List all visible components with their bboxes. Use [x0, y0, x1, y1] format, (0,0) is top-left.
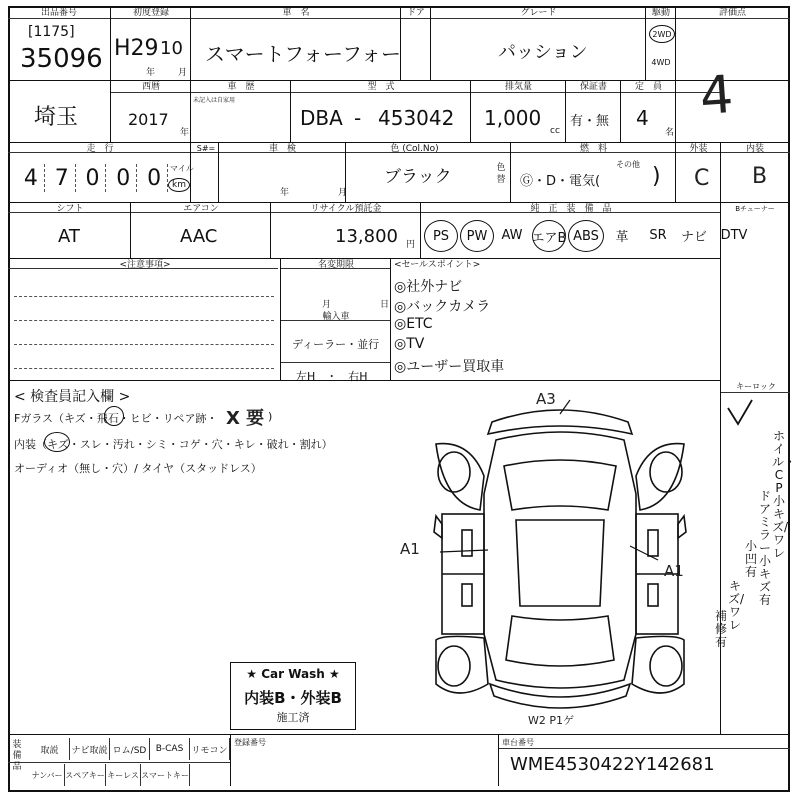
- footer-items-row2: [30, 764, 190, 786]
- model-year-unit: 年: [180, 128, 190, 138]
- shift: AT: [58, 226, 80, 247]
- ac-label: エアコン: [183, 204, 219, 214]
- equipment-list: [420, 214, 790, 258]
- mileage-label: 走 行: [86, 144, 114, 154]
- sales-point: ◎社外ナビ: [394, 279, 463, 295]
- location: 埼玉: [34, 105, 79, 130]
- import-label: 輸入車: [322, 312, 350, 322]
- mileage-digits: [18, 164, 168, 192]
- capacity-label: 定 員: [634, 82, 662, 92]
- footer-item: リモコン: [190, 738, 230, 760]
- inspection-line1: Fガラス（キズ・飛石・ヒビ・リペア跡・: [14, 412, 218, 425]
- name-change-day: 日: [380, 300, 390, 310]
- inspection-month-unit: 月: [338, 188, 348, 198]
- equipment-item: SR: [649, 227, 667, 243]
- drive-4wd: 4WD: [651, 58, 671, 67]
- mileage-digit: 7: [49, 164, 76, 192]
- model-year-label: 西暦: [141, 82, 160, 92]
- inspection-line1-mark: X 要: [226, 408, 265, 429]
- car-name-label: 車 名: [282, 8, 310, 18]
- era-year: H29: [114, 36, 159, 61]
- key-lock-label: キーロック: [736, 382, 776, 391]
- km-circled: km: [168, 178, 190, 192]
- equip-label: 装備品: [12, 740, 22, 772]
- vertical-note: ホイル・CP小キズ/ワレ: [772, 429, 797, 560]
- chassis-no: WME4530422Y142681: [510, 754, 715, 775]
- score: 4: [697, 64, 736, 128]
- year-unit: 年: [146, 68, 156, 78]
- exterior-label: 外装: [689, 144, 708, 154]
- mark-rear: W2 P1ゲ: [528, 714, 575, 727]
- equipment-item: ナビ: [680, 229, 707, 245]
- score-label: 評価点: [718, 8, 746, 18]
- first-reg-label: 初度登録: [132, 8, 169, 18]
- car-name: スマートフォーフォー: [205, 42, 401, 66]
- exterior-grade: C: [694, 166, 710, 191]
- color: ブラック: [384, 167, 452, 187]
- inspection-year-unit: 年: [280, 188, 290, 198]
- car-wash-title: ★ Car Wash ★: [246, 667, 340, 681]
- lot-no: 35096: [20, 44, 103, 74]
- mileage-digit: 0: [80, 164, 107, 192]
- vertical-notes: [714, 429, 797, 730]
- s-label: S#=: [196, 144, 216, 153]
- warranty-label: 保証書: [579, 82, 607, 92]
- fuel-options: Ⓖ・D・電気(: [520, 174, 601, 189]
- chassis-label: 車台番号: [502, 738, 534, 747]
- displacement-label: 排気量: [504, 82, 532, 92]
- fuel-other: その他: [616, 160, 640, 169]
- color-label: 色 (Col.No): [390, 144, 439, 154]
- type-prefix: DBA: [300, 106, 343, 130]
- footer-item: キーレス: [106, 764, 141, 786]
- vertical-note: 小凹有: [744, 539, 757, 579]
- steering-option: 左H ・ 右H: [296, 370, 368, 383]
- footer-item: スマートキー: [141, 764, 190, 786]
- interior-label: 内装: [745, 144, 764, 154]
- vertical-note: キズ/ワレ: [728, 579, 745, 632]
- reg-no-label: 登録番号: [234, 738, 266, 747]
- model-year: 2017: [128, 110, 169, 129]
- mileage-digit: 4: [18, 164, 45, 192]
- footer-item: 取説: [30, 738, 70, 760]
- ac: AAC: [180, 226, 218, 247]
- door-label: ドア: [407, 8, 425, 18]
- car-wash-box: [230, 662, 356, 730]
- interior-grade: B: [752, 164, 768, 189]
- equipment-item: PW: [460, 220, 494, 252]
- tuner-label: Bチューナー: [735, 205, 775, 213]
- equipment-item: 革: [615, 229, 629, 245]
- type-dash: -: [354, 106, 362, 130]
- cc-unit: cc: [550, 126, 560, 136]
- equipment-item: DTV: [720, 227, 748, 243]
- car-wash-done: 施工済: [276, 711, 310, 724]
- fuel-label: 燃 料: [579, 144, 607, 154]
- mark-right: A1: [664, 562, 684, 580]
- inspection-line1-close: ): [268, 410, 273, 423]
- car-diagram: [400, 384, 720, 730]
- lot-no-label: 出品番号: [40, 8, 77, 18]
- equipment-item: ABS: [568, 220, 604, 252]
- equipment-item: AW: [501, 227, 523, 243]
- color-change: 色替: [496, 163, 506, 185]
- footer-item: スペアキー: [65, 764, 106, 786]
- fuel-close: ): [652, 164, 661, 189]
- vertical-note: 補修有: [714, 609, 727, 649]
- recycle-label: リサイクル預託金: [310, 204, 382, 214]
- month-unit: 月: [178, 68, 188, 78]
- mileage-digit: 0: [110, 164, 137, 192]
- name-change-label: 名変期限: [317, 260, 354, 270]
- vertical-note: ドアミラー小キズ有: [758, 489, 771, 607]
- footer-items-row1: [30, 738, 230, 760]
- footer-item: B-CAS: [150, 738, 190, 760]
- mark-left: A1: [400, 540, 420, 558]
- car-wash-grades: 内装B・外装B: [244, 689, 342, 707]
- history-note: 未記入は自家用: [193, 97, 236, 104]
- dealer-option: ディーラー・並行: [292, 338, 380, 351]
- inspection-label: 車 検: [268, 144, 296, 154]
- sales-points: [394, 272, 714, 380]
- mile-label: マイル: [170, 164, 194, 173]
- equipment-item: エアB: [532, 220, 566, 252]
- type-label: 型 式: [367, 82, 395, 92]
- footer-item: ナンバー: [30, 764, 65, 786]
- shift-label: シフト: [56, 204, 84, 214]
- key-lock-check-mark: [722, 394, 788, 430]
- type-code: 453042: [378, 106, 455, 130]
- equipment-label: 純 正 装 備 品: [530, 204, 612, 214]
- drive-2wd-circled: 2WD: [649, 25, 675, 43]
- capacity-unit: 名: [665, 128, 675, 138]
- drive-label: 駆動: [651, 8, 670, 18]
- sales-label: <セールスポイント>: [394, 260, 481, 270]
- mark-front: A3: [536, 390, 556, 408]
- reg-month: 10: [160, 38, 183, 59]
- stone-chip-circle: [104, 406, 124, 426]
- grade-label: グレード: [520, 8, 557, 18]
- sales-point: ◎TV: [394, 336, 425, 352]
- displacement: 1,000: [484, 106, 542, 130]
- inspection-title: < 検査員記入欄 >: [14, 389, 131, 405]
- capacity: 4: [636, 106, 649, 130]
- lot-bracket: [1175]: [28, 24, 75, 40]
- yen-unit: 円: [406, 240, 416, 250]
- warranty: 有・無: [570, 114, 610, 129]
- name-change-month: 月: [322, 300, 332, 310]
- footer-item: ナビ取説: [70, 738, 110, 760]
- sales-point: ◎ユーザー買取車: [394, 359, 505, 375]
- grade: パッション: [498, 42, 588, 63]
- sales-point: ◎ETC: [394, 316, 433, 332]
- mileage-digit: 0: [141, 164, 168, 192]
- inspection-line2: 内装（キズ・スレ・汚れ・シミ・コゲ・穴・キレ・破れ・割れ）: [14, 438, 333, 451]
- inspection-line3: オーディオ（無し・穴）/ タイヤ（スタッドレス）: [14, 462, 262, 475]
- equipment-item: PS: [424, 220, 458, 252]
- scratch-circle: [44, 432, 70, 452]
- footer-item: ロム/SD: [110, 738, 150, 760]
- recycle: 13,800: [335, 226, 398, 247]
- history-label: 車 歴: [227, 82, 255, 92]
- caution-label: <注意事項>: [119, 260, 171, 270]
- sales-point: ◎バックカメラ: [394, 299, 491, 315]
